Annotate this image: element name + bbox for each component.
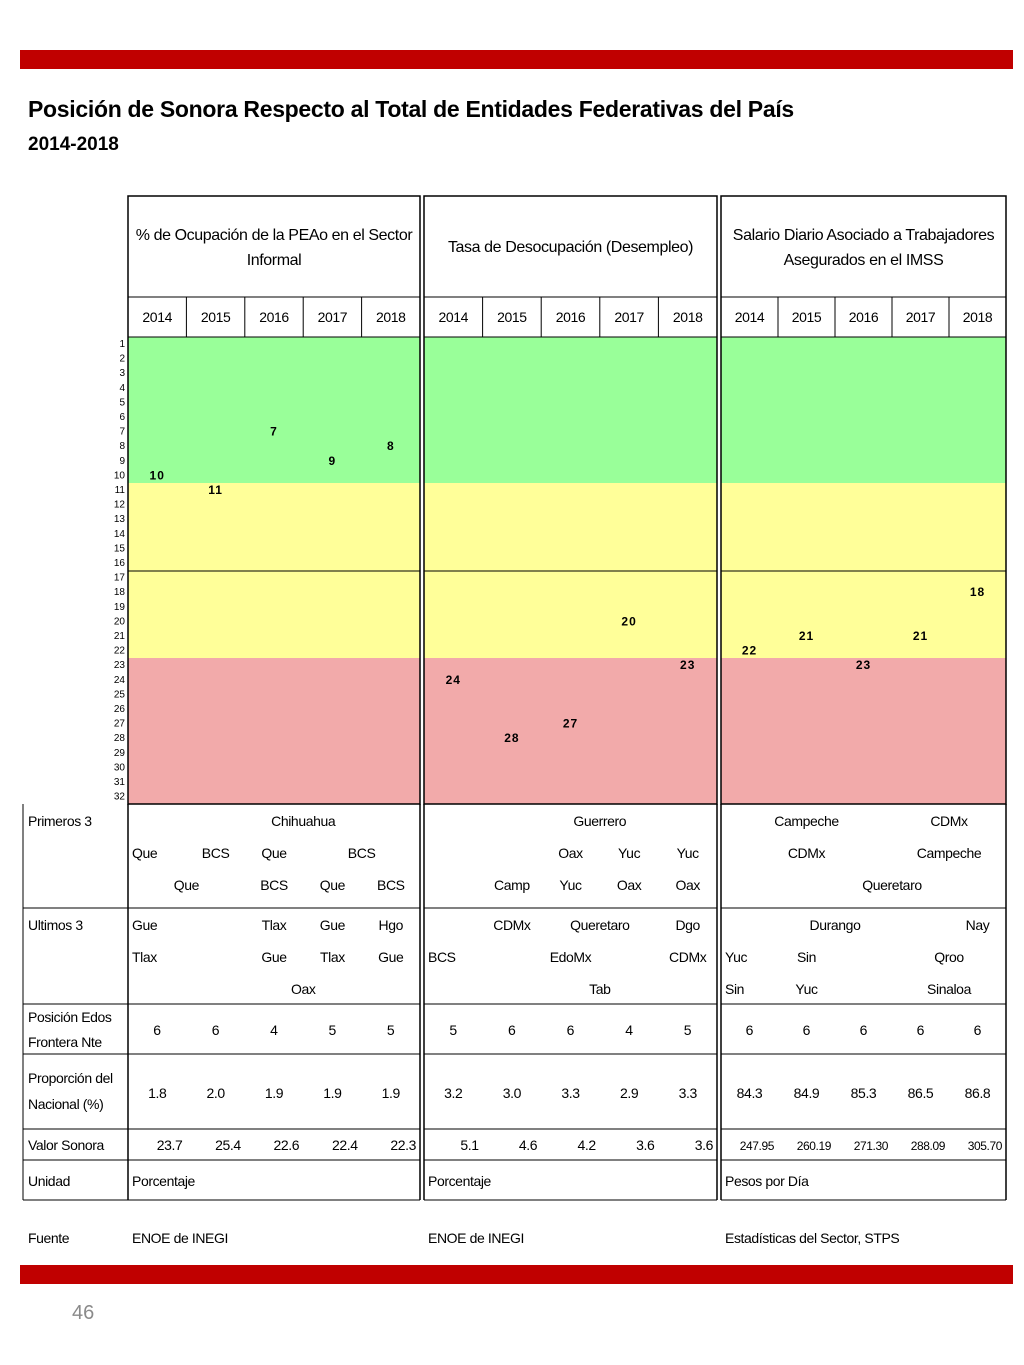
valor-sonora-value: 3.6 — [636, 1137, 655, 1153]
year-label: 2014 — [142, 309, 172, 325]
posicion-frontera-value: 4 — [270, 1022, 278, 1038]
primeros-state-label: CDMx — [930, 813, 968, 829]
rank-point-label: 8 — [386, 439, 395, 454]
year-label: 2016 — [259, 309, 289, 325]
rank-tick-label: 13 — [113, 514, 125, 526]
rank-tick-label: 27 — [113, 718, 125, 730]
valor-sonora-value: 23.7 — [156, 1137, 183, 1153]
row-label-valor: Valor Sonora — [28, 1137, 104, 1153]
page-number: 46 — [72, 1302, 95, 1324]
rank-point-label: 24 — [445, 672, 461, 687]
ultimos-state-label: Tab — [589, 981, 611, 997]
proporcion-nacional-value: 84.9 — [793, 1085, 820, 1101]
rank-band-3 — [721, 658, 1006, 804]
page-title: Posición de Sonora Respecto al Total de Entidades Federativas del País — [28, 96, 794, 122]
year-label: 2014 — [734, 309, 765, 325]
primeros-state-label: Guerrero — [573, 813, 627, 829]
ultimos-state-label: Gue — [132, 917, 158, 933]
valor-sonora-value: 22.4 — [331, 1137, 358, 1153]
primeros-state-label: CDMx — [787, 845, 826, 861]
indicator-title: Salario Diario Asociado a Trabajadores — [732, 227, 995, 244]
posicion-frontera-value: 6 — [973, 1022, 982, 1038]
fuente-value: ENOE de INEGI — [428, 1230, 524, 1246]
ultimos-state-label: Yuc — [725, 949, 748, 965]
ultimos-state-label: Queretaro — [570, 917, 630, 933]
rank-tick-label: 23 — [113, 660, 125, 672]
row-label-posicion: Posición Edos — [28, 1009, 112, 1025]
primeros-state-label: Queretaro — [862, 877, 922, 893]
rank-band-3 — [128, 658, 420, 804]
posicion-frontera-value: 4 — [625, 1022, 633, 1038]
rank-tick-label: 24 — [113, 674, 125, 686]
proporcion-nacional-value: 2.9 — [619, 1085, 639, 1101]
valor-sonora-value: 247.95 — [739, 1139, 774, 1153]
rank-tick-label: 20 — [113, 616, 125, 628]
primeros-state-label: Oax — [675, 877, 700, 893]
rank-point-label: 23 — [680, 658, 696, 673]
proporcion-nacional-value: 1.9 — [381, 1085, 400, 1101]
posicion-frontera-value: 5 — [449, 1022, 458, 1038]
unidad-value: Pesos por Día — [725, 1173, 809, 1189]
rank-tick-label: 32 — [113, 791, 125, 803]
year-label: 2017 — [905, 309, 936, 325]
proporcion-nacional-value: 2.0 — [206, 1085, 225, 1101]
row-label-unidad: Unidad — [28, 1173, 70, 1189]
rank-tick-label: 15 — [113, 543, 125, 555]
valor-sonora-value: 305.70 — [967, 1139, 1002, 1153]
posicion-frontera-value: 6 — [566, 1022, 575, 1038]
rank-tick-label: 31 — [113, 777, 125, 788]
valor-sonora-value: 4.6 — [518, 1137, 538, 1153]
row-label-primeros: Primeros 3 — [28, 813, 92, 829]
rank-band-1 — [128, 337, 420, 483]
rank-band-1 — [721, 337, 1006, 483]
primeros-state-label: Que — [261, 845, 287, 861]
primeros-state-label: Camp — [494, 877, 530, 893]
rank-point-label: 21 — [912, 629, 929, 643]
rank-tick-label: 11 — [114, 485, 125, 496]
rank-point-label: 18 — [969, 585, 986, 600]
year-label: 2014 — [438, 309, 469, 325]
row-label-proporcion: Proporción del — [28, 1070, 113, 1086]
valor-sonora-value: 3.6 — [694, 1137, 713, 1153]
posicion-frontera-value: 6 — [153, 1022, 162, 1038]
primeros-state-label: BCS — [260, 877, 288, 893]
row-label-fuente: Fuente — [28, 1230, 70, 1246]
rank-point-label: 11 — [208, 483, 223, 497]
primeros-state-label: Yuc — [676, 845, 699, 861]
rank-point-label: 23 — [855, 658, 872, 673]
rank-point-label: 28 — [504, 731, 520, 746]
proporcion-nacional-value: 84.3 — [736, 1085, 763, 1101]
valor-sonora-value: 271.30 — [853, 1139, 888, 1153]
rank-tick-label: 25 — [113, 689, 125, 701]
indicator-title: Tasa de Desocupación (Desempleo) — [447, 239, 694, 256]
year-label: 2016 — [555, 309, 586, 325]
proporcion-nacional-value: 3.2 — [444, 1085, 463, 1101]
rank-tick-label: 8 — [119, 441, 125, 453]
rank-point-label: 27 — [562, 716, 579, 731]
posicion-frontera-value: 5 — [386, 1022, 395, 1038]
posicion-frontera-value: 6 — [745, 1022, 754, 1038]
row-label-ultimos: Ultimos 3 — [28, 917, 83, 933]
rank-tick-label: 22 — [113, 645, 125, 657]
primeros-state-label: Yuc — [618, 845, 641, 861]
posicion-frontera-value: 6 — [508, 1022, 516, 1038]
ultimos-state-label: Yuc — [795, 981, 818, 997]
page-subtitle: 2014-2018 — [28, 134, 119, 155]
year-label: 2017 — [614, 309, 644, 325]
proporcion-nacional-value: 1.9 — [264, 1085, 284, 1101]
rank-tick-label: 28 — [113, 733, 125, 745]
ultimos-state-label: Tlax — [319, 949, 345, 965]
rank-tick-label: 5 — [119, 397, 125, 409]
year-label: 2018 — [672, 309, 703, 325]
rank-tick-label: 30 — [113, 762, 125, 774]
rank-tick-label: 3 — [119, 368, 125, 380]
primeros-state-label: Que — [319, 877, 346, 893]
rank-point-label: 10 — [149, 468, 165, 483]
indicator-title: Asegurados en el IMSS — [783, 252, 944, 269]
valor-sonora-value: 4.2 — [577, 1137, 596, 1153]
proporcion-nacional-value: 86.5 — [907, 1085, 934, 1101]
ultimos-state-label: Dgo — [675, 917, 700, 933]
proporcion-nacional-value: 1.9 — [323, 1085, 342, 1101]
proporcion-nacional-value: 3.3 — [561, 1085, 580, 1101]
valor-sonora-value: 25.4 — [215, 1137, 241, 1153]
posicion-frontera-value: 6 — [859, 1022, 868, 1038]
ultimos-state-label: Gue — [261, 949, 287, 965]
indicator-title: Informal — [246, 252, 302, 269]
valor-sonora-value: 22.6 — [273, 1137, 300, 1153]
rank-tick-label: 14 — [113, 528, 125, 540]
proporcion-nacional-value: 1.8 — [148, 1085, 167, 1101]
rank-tick-label: 4 — [119, 382, 125, 394]
proporcion-nacional-value: 86.8 — [964, 1085, 991, 1101]
primeros-state-label: Que — [173, 877, 200, 893]
primeros-state-label: BCS — [201, 845, 230, 861]
rank-tick-label: 17 — [113, 572, 125, 584]
year-label: 2018 — [962, 309, 993, 325]
rank-point-label: 20 — [621, 614, 637, 629]
rank-tick-label: 18 — [113, 587, 125, 599]
rank-band-3 — [424, 658, 717, 804]
year-label: 2015 — [200, 309, 231, 325]
ultimos-state-label: Sin — [796, 949, 817, 965]
rank-tick-label: 10 — [113, 470, 125, 482]
primeros-state-label: Yuc — [559, 877, 582, 893]
ultimos-state-label: Tlax — [261, 917, 287, 933]
year-label: 2018 — [376, 309, 406, 325]
primeros-state-label: BCS — [377, 877, 405, 893]
rank-tick-label: 29 — [113, 747, 125, 759]
primeros-state-label: Chihuahua — [271, 813, 336, 829]
proporcion-nacional-value: 85.3 — [850, 1085, 877, 1101]
valor-sonora-value: 5.1 — [460, 1137, 479, 1153]
posicion-frontera-value: 6 — [802, 1022, 811, 1038]
rank-tick-label: 6 — [119, 412, 125, 423]
valor-sonora-value: 260.19 — [796, 1139, 831, 1153]
rank-tick-label: 7 — [119, 426, 125, 438]
valor-sonora-value: 22.3 — [390, 1137, 416, 1153]
rank-point-label: 9 — [328, 453, 337, 468]
rank-point-label: 22 — [741, 643, 758, 658]
rank-tick-label: 26 — [113, 704, 125, 715]
ultimos-state-label: Qroo — [934, 949, 964, 965]
ultimos-state-label: Oax — [290, 981, 316, 997]
primeros-state-label: Que — [132, 845, 158, 861]
primeros-state-label: Oax — [558, 845, 583, 861]
rank-tick-label: 21 — [113, 631, 125, 642]
indicator-title: % de Ocupación de la PEAo en el Sector — [135, 227, 413, 244]
rank-tick-label: 1 — [119, 339, 125, 350]
posicion-frontera-value: 6 — [916, 1022, 925, 1038]
primeros-state-label: Campeche — [774, 813, 839, 829]
ultimos-state-label: EdoMx — [549, 949, 592, 965]
posicion-frontera-value: 5 — [328, 1022, 337, 1038]
primeros-state-label: Oax — [616, 877, 642, 893]
ultimos-state-label: Gue — [319, 917, 346, 933]
ultimos-state-label: Durango — [809, 917, 861, 933]
year-label: 2015 — [497, 309, 527, 325]
year-label: 2017 — [317, 309, 348, 325]
rank-tick-label: 19 — [113, 601, 125, 613]
ultimos-state-label: Hgo — [378, 917, 404, 933]
rank-point-label: 7 — [270, 424, 278, 439]
row-label-proporcion: Nacional (%) — [28, 1096, 104, 1112]
ultimos-state-label: Tlax — [132, 949, 157, 965]
posicion-frontera-value: 5 — [683, 1022, 692, 1038]
ultimos-state-label: BCS — [428, 949, 456, 965]
ultimos-state-label: CDMx — [493, 917, 531, 933]
proporcion-nacional-value: 3.3 — [678, 1085, 697, 1101]
fuente-value: ENOE de INEGI — [132, 1230, 228, 1246]
year-label: 2015 — [791, 309, 822, 325]
unidad-value: Porcentaje — [428, 1173, 491, 1189]
posicion-frontera-value: 6 — [211, 1022, 220, 1038]
rank-tick-label: 16 — [113, 558, 125, 569]
primeros-state-label: Campeche — [916, 845, 982, 861]
rank-point-label: 21 — [798, 629, 815, 643]
valor-sonora-value: 288.09 — [910, 1139, 945, 1153]
ultimos-state-label: CDMx — [669, 949, 707, 965]
ultimos-state-label: Sin — [725, 981, 745, 997]
rank-tick-label: 9 — [119, 455, 125, 467]
primeros-state-label: BCS — [347, 845, 376, 861]
ultimos-state-label: Nay — [965, 917, 990, 933]
ultimos-state-label: Gue — [378, 949, 404, 965]
bottom-accent-bar — [20, 1265, 1013, 1284]
unidad-value: Porcentaje — [132, 1173, 195, 1189]
rank-tick-label: 12 — [113, 499, 125, 511]
year-label: 2016 — [848, 309, 879, 325]
proporcion-nacional-value: 3.0 — [502, 1085, 522, 1101]
rank-band-1 — [424, 337, 717, 483]
row-label-posicion: Frontera Nte — [28, 1034, 102, 1050]
ultimos-state-label: Sinaloa — [927, 981, 971, 997]
fuente-value: Estadísticas del Sector, STPS — [725, 1230, 900, 1246]
rank-tick-label: 2 — [119, 353, 125, 365]
